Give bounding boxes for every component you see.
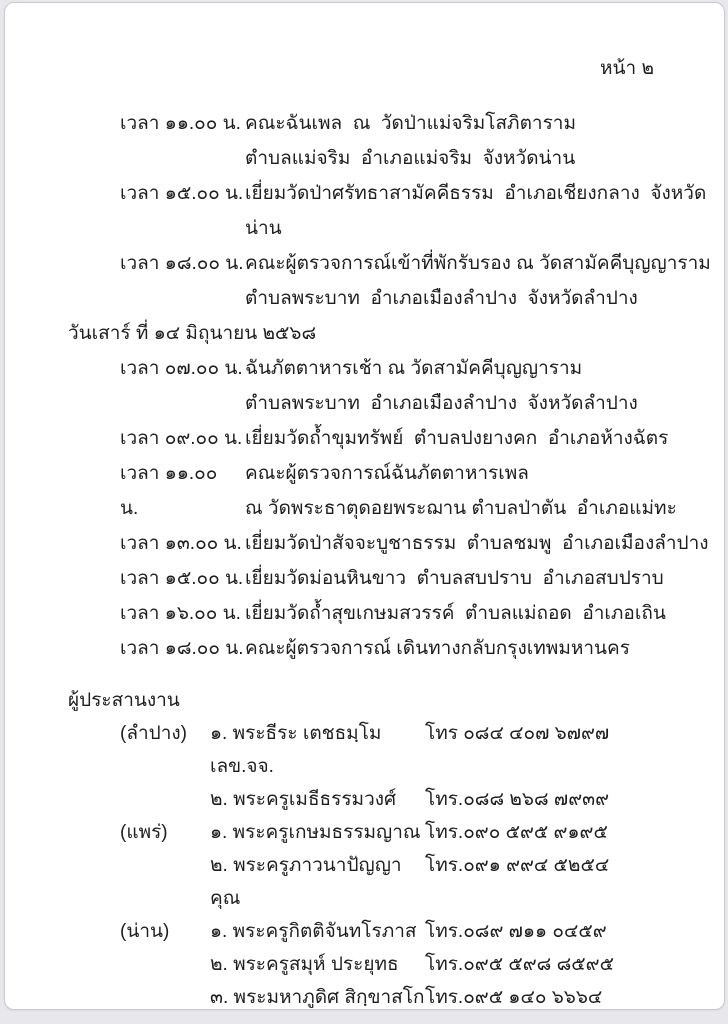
province-label (120, 948, 210, 981)
coordinators-section (5, 684, 724, 1010)
entry-line: เยี่ยมวัดถ้ำขุมทรัพย์ ตำบลปงยางคก อำเภอห้างฉัตร (245, 428, 669, 449)
schedule-entry (5, 176, 724, 246)
schedule-entry (5, 106, 724, 176)
entry-line: คณะฉันเพล ณ วัดป่าแม่จริมโสภิตาราม (245, 113, 576, 134)
province-label: (แพร่) (120, 822, 168, 843)
contact-phone: โทร.๐๙๑ ๙๙๔ ๕๒๕๔ (425, 855, 610, 876)
entry-line: คณะผู้ตรวจการณ์เข้าที่พักรับรอง ณ วัดสามัคคีบุญญาราม (245, 253, 711, 274)
entry-text (245, 526, 724, 561)
contact-name: ๑. พระครูกิตติจันทโรภาส (210, 921, 417, 942)
entry-time: เวลา ๐๗.๐๐ น. (120, 358, 243, 379)
schedule-entry (5, 456, 724, 526)
coordinator-row (5, 816, 724, 849)
entry-time: เวลา ๑๕.๐๐ น. (120, 568, 244, 589)
province-label (120, 849, 210, 915)
schedule-entry (5, 351, 724, 421)
province-label: (ลำปาง) (120, 723, 187, 744)
schedule-entry (5, 421, 724, 456)
contact-phone: โทร.๐๙๕ ๕๙๘ ๘๕๙๕ (425, 954, 614, 975)
coordinator-row (5, 915, 724, 948)
entry-line: ฉันภัตตาหารเช้า ณ วัดสามัคคีบุญญาราม (245, 358, 583, 379)
entry-line: เยี่ยมวัดป่าสัจจะบูชาธรรม ตำบลชมพู อำเภอเมืองลำปาง (245, 533, 709, 554)
province-label: (น่าน) (120, 921, 170, 942)
schedule-entry (5, 596, 724, 631)
entry-text (245, 596, 724, 631)
page-number: หน้า ๒ (600, 58, 654, 79)
entry-text (245, 421, 724, 456)
entry-text (245, 176, 724, 246)
contact-name: ๑. พระธีระ เตชธมฺโม เลข.จจ. (210, 723, 387, 777)
contact-phone: โทร.๐๙๕ ๑๔๐ ๖๖๖๔ (425, 987, 603, 1008)
entry-time: เวลา ๑๘.๐๐ น. (120, 638, 244, 659)
entry-text (245, 561, 724, 596)
entry-time: เวลา ๑๘.๐๐ น. (120, 253, 244, 274)
entry-text (245, 106, 724, 176)
entry-line: ตำบลพระบาท อำเภอเมืองลำปาง จังหวัดลำปาง (245, 288, 638, 309)
entry-line: คณะผู้ตรวจการณ์ฉันภัตตาหารเพล (245, 463, 529, 484)
coordinators-heading: ผู้ประสานงาน (68, 690, 180, 711)
schedule-entry (5, 561, 724, 596)
contact-phone: โทร ๐๘๔ ๔๐๗ ๖๗๙๗ (425, 723, 610, 744)
entry-line: ตำบลแม่จริม อำเภอแม่จริม จังหวัดน่าน (245, 148, 576, 169)
entry-time: เวลา ๑๑.๐๐ น. (120, 463, 228, 519)
contact-phone: โทร.๐๘๙ ๗๑๑ ๐๔๕๙ (425, 921, 607, 942)
schedule-entry (5, 246, 724, 316)
contact-name: ๒. พระครูภาวนาปัญญาคุณ (210, 855, 402, 909)
entry-line: คณะผู้ตรวจการณ์ เดินทางกลับกรุงเทพมหานคร (245, 638, 630, 659)
entry-text (245, 351, 724, 421)
entry-time: เวลา ๑๕.๐๐ น. (120, 183, 244, 204)
contact-name: ๑. พระครูเกษมธรรมญาณ (210, 822, 421, 843)
contact-phone: โทร.๐๙๐ ๕๙๕ ๙๑๙๕ (425, 822, 608, 843)
schedule-entry (5, 526, 724, 561)
contact-name: ๒. พระครูสมุห์ ประยุทธ (210, 954, 399, 975)
contact-name: ๒. พระครูเมธีธรรมวงศ์ (210, 789, 397, 810)
entry-text (245, 246, 724, 316)
province-label (120, 981, 210, 1010)
entry-text (245, 456, 724, 526)
schedule-part1 (5, 106, 724, 316)
coordinator-row (5, 981, 724, 1010)
entry-line: ณ วัดพระธาตุดอยพระฌาน ตำบลป่าตัน อำเภอแม่ทะ (245, 498, 677, 519)
entry-time: เวลา ๑๓.๐๐ น. (120, 533, 242, 554)
contact-name: ๓. พระมหาภูดิศ สิกฺขาสโก (210, 987, 425, 1008)
schedule-entry (5, 631, 724, 666)
document-page (4, 2, 725, 1010)
contact-phone: โทร.๐๘๘ ๒๖๘ ๗๙๓๙ (425, 789, 610, 810)
coordinator-row (5, 717, 724, 783)
entry-line: เยี่ยมวัดม่อนหินขาว ตำบลสบปราบ อำเภอสบปราบ (245, 568, 664, 589)
day-header: วันเสาร์ ที่ ๑๔ มิถุนายน ๒๕๖๘ (68, 323, 317, 344)
schedule-part2 (5, 351, 724, 666)
coordinator-row (5, 948, 724, 981)
entry-line: เยี่ยมวัดถ้ำสุขเกษมสวรรค์ ตำบลแม่ถอด อำเภอเถิน (245, 603, 666, 624)
entry-line: เยี่ยมวัดป่าศรัทธาสามัคคีธรรม อำเภอเชียงกลาง จังหวัดน่าน (245, 183, 707, 239)
coordinator-row (5, 783, 724, 816)
entry-time: เวลา ๐๙.๐๐ น. (120, 428, 243, 449)
entry-line: ตำบลพระบาท อำเภอเมืองลำปาง จังหวัดลำปาง (245, 393, 638, 414)
entry-text (245, 631, 724, 666)
entry-time: เวลา ๑๑.๐๐ น. (120, 113, 241, 134)
entry-time: เวลา ๑๖.๐๐ น. (120, 603, 241, 624)
province-label (120, 783, 210, 816)
coordinator-row (5, 849, 724, 915)
